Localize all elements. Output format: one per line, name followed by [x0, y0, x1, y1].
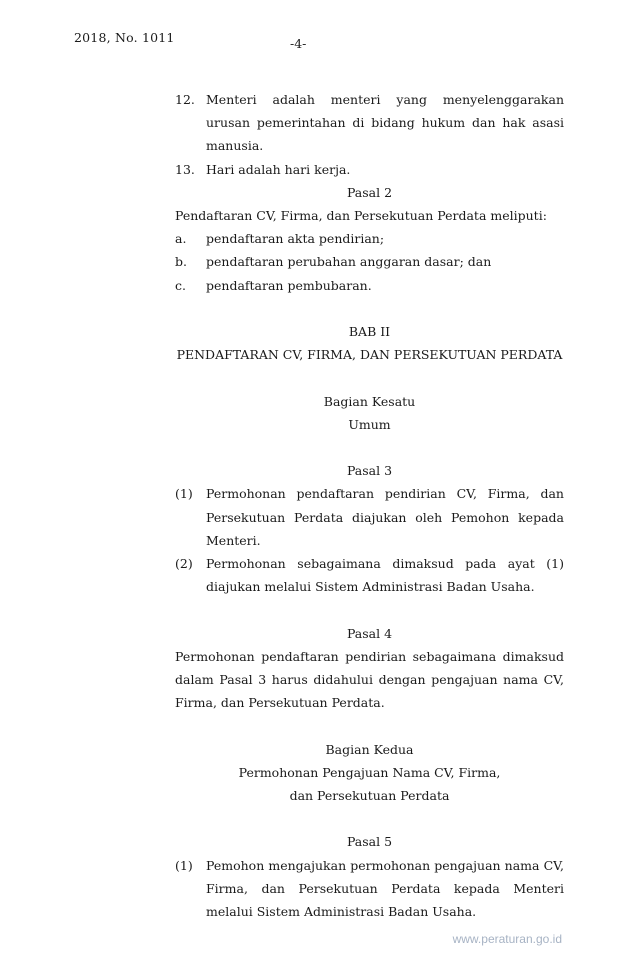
ayat-item: [175, 482, 564, 552]
item-text: pendaftaran akta pendirian;: [206, 231, 385, 247]
spacer: [175, 598, 564, 621]
definition-item: [175, 158, 564, 181]
ayat-number: (1): [175, 857, 193, 873]
item-text: pendaftaran pembubaran.: [206, 277, 372, 293]
bagian-kedua-line-1: Permohonan Pengajuan Nama CV, Firma,: [238, 764, 501, 780]
spacer: [175, 366, 564, 389]
document-body: [175, 88, 564, 923]
bagian-kesatu-title: Bagian Kesatu: [323, 393, 416, 409]
list-item: [175, 274, 564, 297]
pasal-5-title: Pasal 5: [346, 834, 393, 850]
bagian-kedua-line-2: dan Persekutuan Perdata: [289, 788, 450, 804]
bab-subtitle: PENDAFTARAN CV, FIRMA, DAN PERSEKUTUAN PERDATA: [176, 347, 563, 363]
spacer: [175, 297, 564, 320]
list-item: [175, 227, 564, 250]
bagian-kesatu-subtitle: Umum: [348, 416, 391, 432]
page-number: -4-: [290, 36, 307, 51]
spacer: [175, 714, 564, 737]
pasal-4-title: Pasal 4: [346, 625, 393, 641]
pasal-3-title: Pasal 3: [346, 463, 393, 479]
item-letter: a.: [175, 231, 187, 247]
spacer: [175, 807, 564, 830]
bab-title: BAB II: [348, 324, 391, 340]
ayat-text: Pemohon mengajukan permohonan pengajuan nama CV, Firma, dan Persekutuan Perdata kepada Menteri melalui Sistem Administrasi Badan Usaha.: [206, 857, 564, 920]
item-letter: c.: [175, 277, 186, 293]
definition-item: [175, 88, 564, 158]
ayat-number: (1): [175, 486, 193, 502]
ayat-text: Permohonan pendaftaran pendirian CV, Firma, dan Persekutuan Perdata diajukan oleh Pemohon kepada Menteri.: [206, 486, 564, 548]
item-number: 13.: [175, 161, 195, 177]
item-text: Menteri adalah menteri yang menyelenggarakan urusan pemerintahan di bidang hukum dan hak asasi manusia.: [206, 92, 564, 154]
gazette-number: 2018, No. 1011: [74, 30, 175, 45]
item-text: Hari adalah hari kerja.: [206, 161, 351, 177]
ayat-number: (2): [175, 556, 193, 572]
list-item: [175, 250, 564, 273]
item-number: 12.: [175, 92, 195, 107]
pasal-2-intro: Pendaftaran CV, Firma, dan Persekutuan Perdata meliputi:: [175, 208, 547, 224]
pasal-2-title: Pasal 2: [346, 184, 393, 200]
website-footer: www.peraturan.go.id: [452, 932, 562, 946]
pasal-4-text: Permohonan pendaftaran pendirian sebagaimana dimaksud dalam Pasal 3 harus didahului dengan pengajuan nama CV, Firma, dan Persekutuan Perdata.: [175, 648, 564, 711]
item-text: pendaftaran perubahan anggaran dasar; dan: [206, 254, 492, 270]
ayat-item: [175, 854, 564, 924]
spacer: [175, 436, 564, 459]
ayat-item: [175, 552, 564, 598]
bagian-kedua-title: Bagian Kedua: [325, 741, 414, 757]
item-letter: b.: [175, 254, 187, 270]
ayat-text: Permohonan sebagaimana dimaksud pada ayat (1) diajukan melalui Sistem Administrasi Badan Usaha.: [206, 556, 564, 595]
